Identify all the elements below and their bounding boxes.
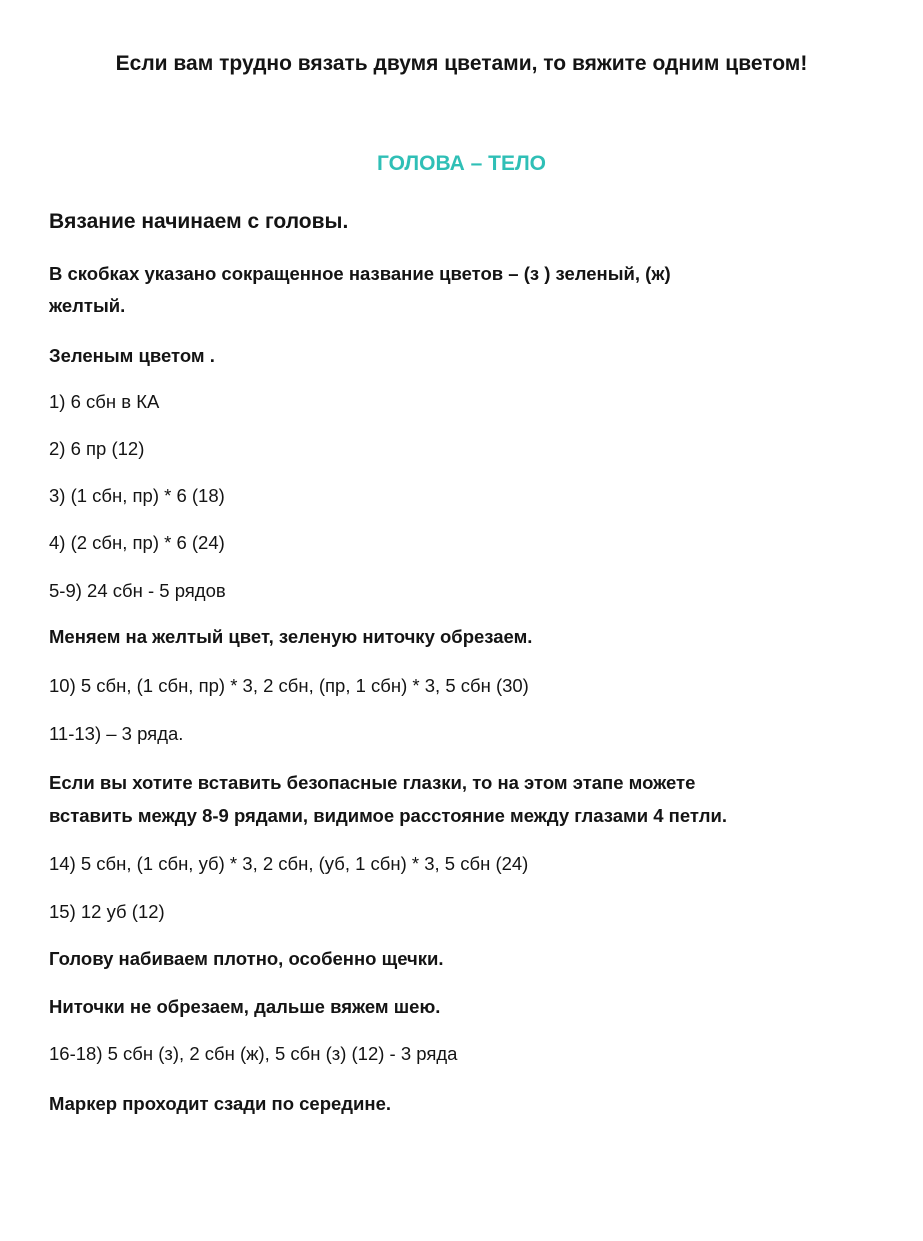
row-instruction: 5-9) 24 сбн - 5 рядов: [49, 580, 226, 601]
neck-note: Ниточки не обрезаем, дальше вяжем шею.: [49, 996, 441, 1017]
color-note-line-1: В скобках указано сокращенное название цветов – (з ) зеленый, (ж): [49, 263, 671, 284]
row-instruction: 4) (2 сбн, пр) * 6 (24): [49, 532, 225, 553]
eyes-note-line-1: Если вы хотите вставить безопасные глазки, то на этом этапе можете: [49, 772, 696, 793]
eyes-note-line-2: вставить между 8-9 рядами, видимое расстояние между глазами 4 петли.: [49, 805, 727, 826]
color-note-line-2: желтый.: [49, 295, 126, 316]
row-instruction: 11-13) – 3 ряда.: [49, 723, 184, 744]
row-instruction: 16-18) 5 сбн (з), 2 сбн (ж), 5 сбн (з) (12) - 3 ряда: [49, 1043, 458, 1064]
section-title: ГОЛОВА – ТЕЛО: [376, 152, 547, 175]
row-instruction: 15) 12 уб (12): [49, 901, 165, 922]
marker-note: Маркер проходит сзади по середине.: [49, 1093, 392, 1114]
row-instruction: 1) 6 сбн в КА: [49, 391, 160, 412]
change-color-note: Меняем на желтый цвет, зеленую ниточку обрезаем.: [49, 626, 533, 647]
intro-heading: Вязание начинаем с головы.: [49, 210, 349, 233]
top-note: Если вам трудно вязать двумя цветами, то вяжите одним цветом!: [115, 52, 808, 75]
row-instruction: 10) 5 сбн, (1 сбн, пр) * 3, 2 сбн, (пр, 1 сбн) * 3, 5 сбн (30): [49, 675, 529, 696]
row-instruction: 3) (1 сбн, пр) * 6 (18): [49, 485, 225, 506]
row-instruction: 14) 5 сбн, (1 сбн, уб) * 3, 2 сбн, (уб, 1 сбн) * 3, 5 сбн (24): [49, 853, 529, 874]
green-heading: Зеленым цветом .: [49, 345, 215, 366]
row-instruction: 2) 6 пр (12): [49, 438, 145, 459]
stuffing-note: Голову набиваем плотно, особенно щечки.: [49, 948, 444, 969]
